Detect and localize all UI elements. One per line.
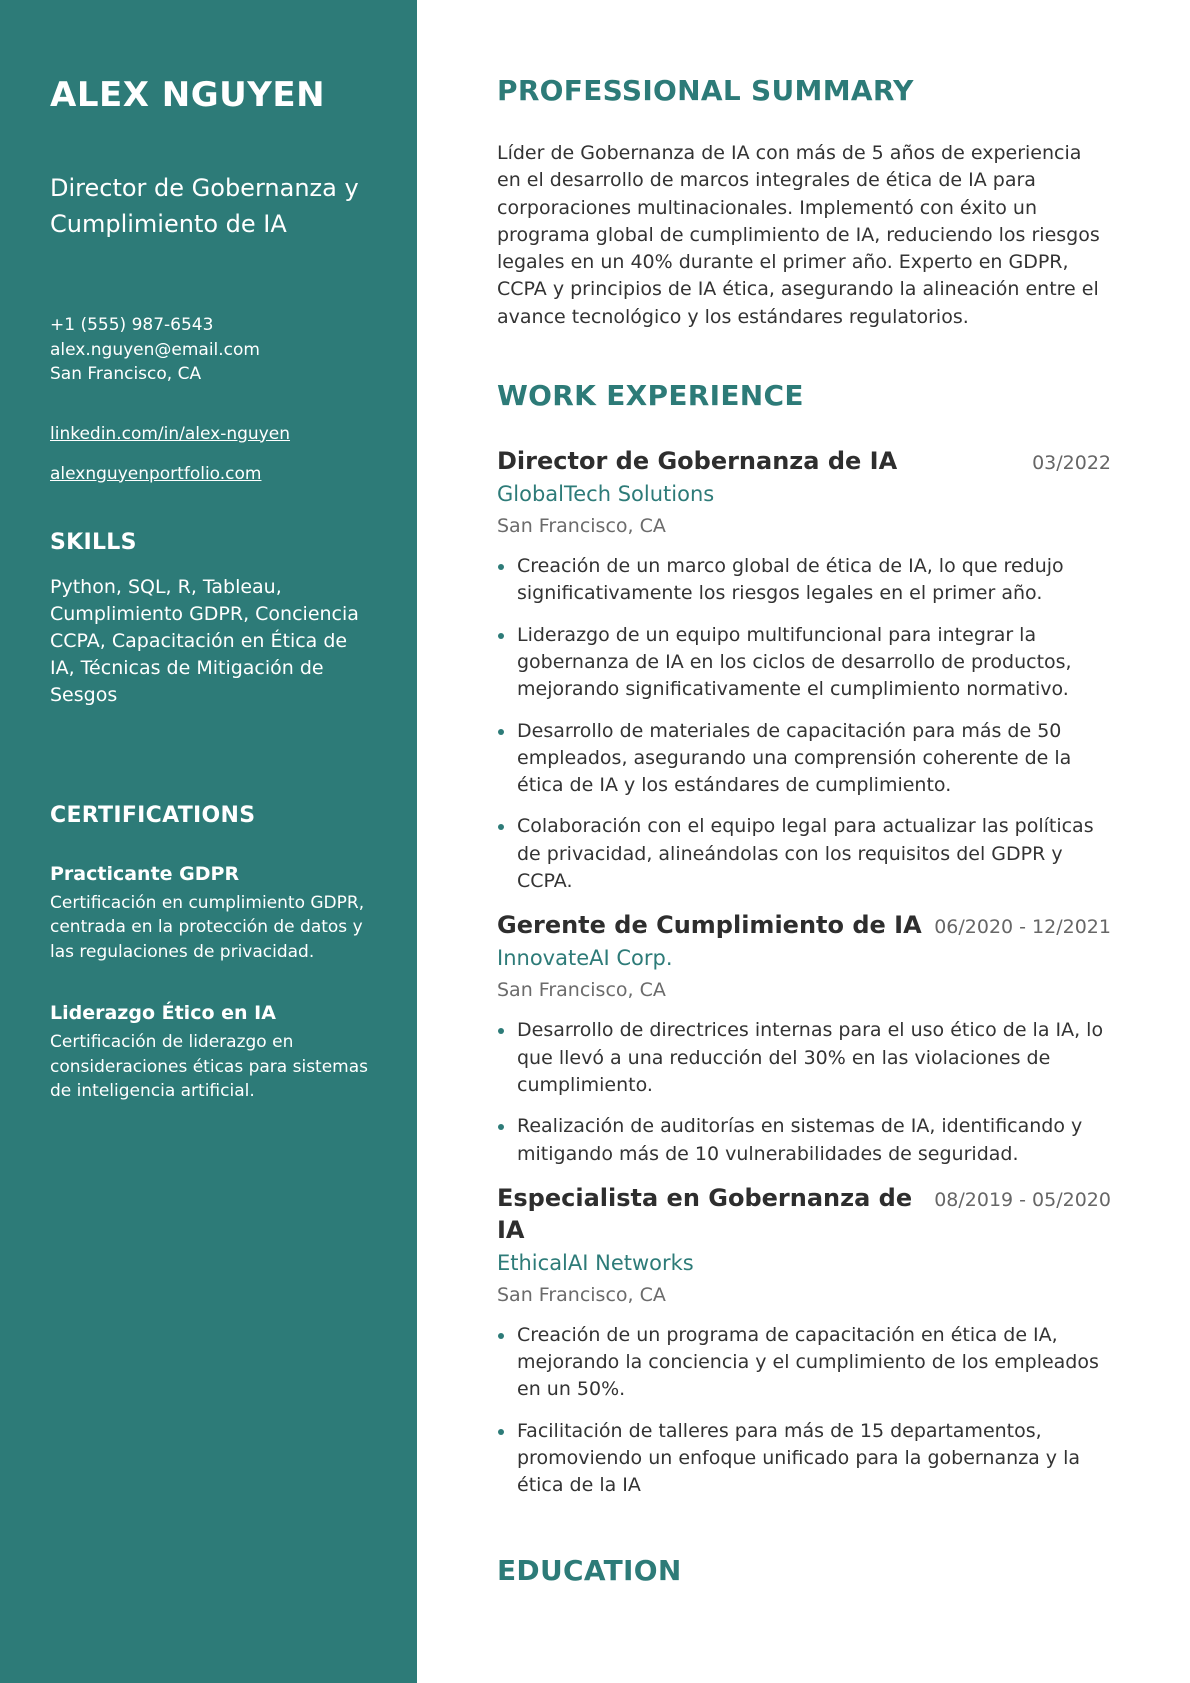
portfolio-link[interactable]: alexnguyenportfolio.com [50,463,262,484]
phone: +1 (555) 987-6543 [50,315,214,335]
bullet-text: Desarrollo de materiales de capacitación para más de 50 empleados, asegurando una comprensión coherente de la ética de IA y los estándares de cumplimiento. [517,719,1072,797]
summary-heading: PROFESSIONAL SUMMARY [497,74,914,107]
bullet-icon [498,1028,504,1034]
bullet-icon [498,1429,504,1435]
location: San Francisco, CA [50,364,202,384]
job-entry [497,909,1111,1167]
job-location: San Francisco, CA [497,979,666,1002]
job-title: Director de Gobernanza de IA [497,447,898,476]
bullet-text: Creación de un programa de capacitación en ética de IA, mejorando la conciencia y el cumplimiento de los empleados en un 50%. [517,1323,1099,1401]
list-item [497,718,1111,800]
bullet-text: Creación de un marco global de ética de IA, lo que redujo significativamente los riesgos legales en el primer año. [517,555,1064,605]
job-date: 03/2022 [1032,452,1111,475]
job-company: InnovateAI Corp. [497,946,673,971]
certification-description: Certificación de liderazgo en consideraciones éticas para sistemas de inteligencia artificial. [50,1032,369,1101]
job-date: 08/2019 - 05/2020 [934,1188,1111,1211]
bullet-icon [498,564,504,570]
main-content [417,0,1190,1683]
certification-description: Certificación en cumplimiento GDPR, centrada en la protección de datos y las regulaciones de privacidad. [50,892,365,962]
sidebar [0,0,417,1683]
job-header [497,445,1111,477]
job-date: 06/2020 - 12/2021 [934,916,1111,939]
education-heading: EDUCATION [497,1553,682,1587]
list-item [497,1113,1111,1168]
list-item [497,1418,1111,1500]
certification-name: Practicante GDPR [50,862,240,885]
certifications-heading: CERTIFICATIONS [50,802,256,828]
job-title: Gerente de Cumplimiento de IA [497,911,922,940]
list-item [497,622,1111,704]
job-location: San Francisco, CA [497,1283,666,1306]
bullet-text: Desarrollo de directrices internas para el uso ético de la IA, lo que llevó a una reducción del 30% en las violaciones de cumplimiento. [517,1019,1104,1096]
list-item [497,1322,1111,1404]
skills-heading: SKILLS [50,529,137,555]
job-bullets [497,1017,1111,1167]
job-entry [497,1182,1111,1500]
summary-text: Líder de Gobernanza de IA con más de 5 años de experiencia en el desarrollo de marcos integrales de ética de IA para corporaciones multinacionales. Implementó con éxito un programa global de cumplimiento de IA, reduciendo los riesgos legales en un 40% durante el primer año. Experto en GDPR, CCPA y principios de IA ética, asegurando la alineación entre el avance tecnológico y los estándares regulatorios. [497,142,1100,328]
job-entry [497,445,1111,895]
job-bullets [497,1322,1111,1500]
job-bullets [497,553,1111,895]
bullet-icon [498,1124,504,1130]
bullet-text: Realización de auditorías en sistemas de IA, identificando y mitigando más de 10 vulnerabilidades de seguridad. [517,1115,1083,1165]
contact-block [50,313,377,387]
skills-list: Python, SQL, R, Tableau, Cumplimiento GDPR, Conciencia CCPA, Capacitación en Ética de IA, Técnicas de Mitigación de Sesgos [50,575,359,706]
bullet-icon [498,1333,504,1339]
email: alex.nguyen@email.com [50,339,260,360]
bullet-text: Facilitación de talleres para más de 15 departamentos, promoviendo un enfoque unificado para la gobernanza y la ética de la IA [517,1419,1080,1497]
certification-name: Liderazgo Ético en IA [50,1002,276,1024]
bullet-icon [498,633,504,639]
job-location: San Francisco, CA [497,515,666,538]
candidate-title: Director de Gobernanza y Cumplimiento de IA [50,174,359,238]
list-item [497,553,1111,608]
links-block [50,422,377,486]
bullet-icon [498,824,504,830]
job-header [497,909,1111,941]
job-header [497,1182,1111,1246]
bullet-icon [498,729,504,735]
job-title: Especialista en Gobernanza de IA [497,1183,913,1244]
candidate-name: ALEX NGUYEN [50,75,326,115]
bullet-text: Colaboración con el equipo legal para actualizar las políticas de privacidad, alineándolas con los requisitos del GDPR y CCPA. [517,815,1094,893]
list-item [497,813,1111,895]
job-company: EthicalAI Networks [497,1250,694,1275]
job-company: GlobalTech Solutions [497,482,715,507]
certification-item [50,1000,377,1104]
linkedin-link[interactable]: linkedin.com/in/alex-nguyen [50,423,291,444]
certification-item [50,861,377,965]
bullet-text: Liderazgo de un equipo multifuncional para integrar la gobernanza de IA en los ciclos de desarrollo de productos, mejorando significativamente el cumplimiento normativo. [517,623,1072,701]
list-item [497,1017,1111,1099]
experience-heading: WORK EXPERIENCE [497,379,804,413]
